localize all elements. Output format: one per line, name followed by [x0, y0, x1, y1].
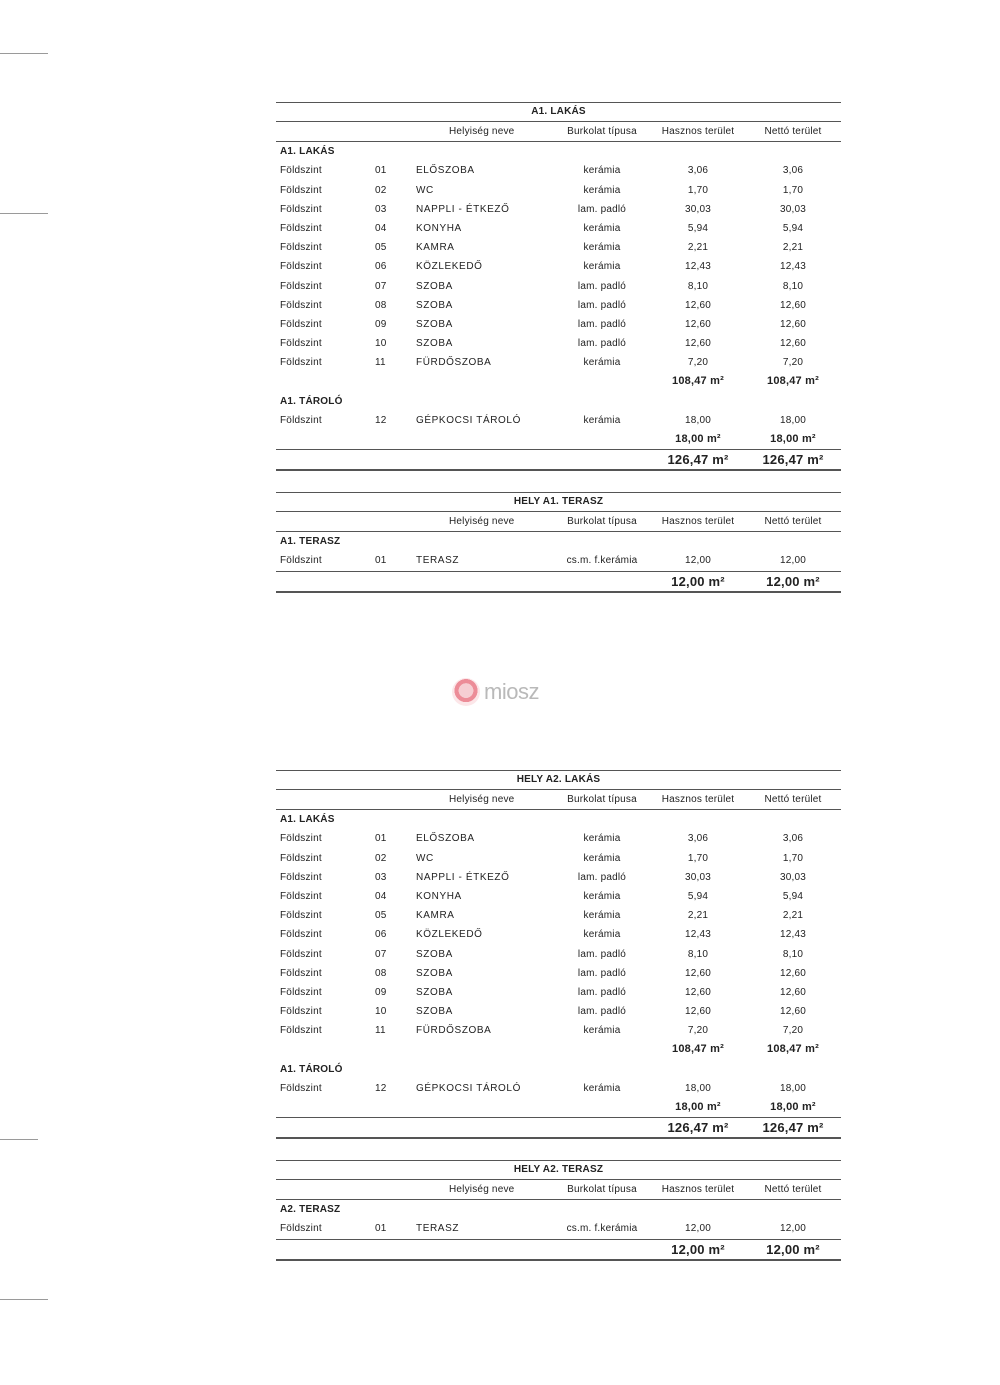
- room-name-cell: ELŐSZOBA: [416, 833, 475, 845]
- useful-area-cell: 2,21: [687, 242, 709, 254]
- table-row: [276, 1219, 841, 1238]
- section-label: A1. TERASZ: [280, 536, 341, 548]
- subtotal-row: [276, 1098, 841, 1117]
- floor-cell: Földszint: [280, 184, 322, 196]
- room-number-cell: 10: [375, 338, 387, 350]
- header-cladding: Burkolat típusa: [567, 126, 637, 137]
- room-number-cell: 06: [375, 261, 387, 273]
- cladding-cell: lam. padló: [577, 318, 627, 330]
- header-net-area: Nettó terület: [764, 794, 822, 805]
- table-row: [276, 1079, 841, 1098]
- useful-area-cell: 1,70: [687, 184, 709, 196]
- room-name-cell: GÉPKOCSI TÁROLÓ: [416, 414, 521, 426]
- table-row: [276, 257, 841, 276]
- cladding-cell: cs.m. f.kerámia: [566, 1223, 638, 1235]
- section-label: A2. TERASZ: [280, 1204, 341, 1216]
- net-area-cell: 12,00: [779, 555, 807, 567]
- subtotal-useful: 108,47 m²: [672, 375, 724, 388]
- total-net: 126,47 m²: [762, 1120, 824, 1136]
- room-number-cell: 07: [375, 280, 387, 292]
- cladding-cell: kerámia: [583, 929, 621, 941]
- table-row: [276, 887, 841, 906]
- cladding-cell: kerámia: [583, 165, 621, 177]
- table-row: [276, 1021, 841, 1040]
- floor-cell: Földszint: [280, 261, 322, 273]
- heart-logo-icon: [452, 678, 480, 706]
- table-row: [276, 868, 841, 887]
- useful-area-cell: 1,70: [687, 852, 709, 864]
- total-useful: 12,00 m²: [671, 573, 725, 589]
- useful-area-cell: 18,00: [684, 1082, 712, 1094]
- room-number-cell: 09: [375, 986, 387, 998]
- header-room-name: Helyiség neve: [449, 1184, 515, 1195]
- room-name-cell: SZOBA: [416, 967, 453, 979]
- subtotal-useful: 108,47 m²: [672, 1043, 724, 1056]
- room-number-cell: 10: [375, 1006, 387, 1018]
- room-table-a2-terasz: [276, 1160, 841, 1261]
- floor-cell: Földszint: [280, 948, 322, 960]
- floor-cell: Földszint: [280, 203, 322, 215]
- total-row: [276, 449, 841, 471]
- table-row: [276, 277, 841, 296]
- header-useful-area: Hasznos terület: [661, 126, 735, 137]
- floor-cell: Földszint: [280, 929, 322, 941]
- useful-area-cell: 8,10: [687, 948, 709, 960]
- header-useful-area: Hasznos terület: [661, 794, 735, 805]
- room-name-cell: WC: [416, 852, 434, 864]
- floor-cell: Földszint: [280, 1082, 322, 1094]
- total-net: 12,00 m²: [766, 573, 820, 589]
- room-name-cell: NAPPLI - ÉTKEZŐ: [416, 871, 510, 883]
- cladding-cell: lam. padló: [577, 280, 627, 292]
- subtotal-useful: 18,00 m²: [675, 1101, 721, 1113]
- floor-cell: Földszint: [280, 414, 322, 426]
- useful-area-cell: 12,60: [684, 986, 712, 998]
- room-number-cell: 06: [375, 929, 387, 941]
- room-number-cell: 01: [375, 833, 387, 845]
- room-name-cell: SZOBA: [416, 948, 453, 960]
- useful-area-cell: 12,60: [684, 299, 712, 311]
- section-heading-row: [276, 532, 841, 551]
- section-label: A1. LAKÁS: [280, 146, 335, 158]
- useful-area-cell: 12,43: [684, 261, 712, 273]
- cladding-cell: kerámia: [583, 357, 621, 369]
- room-number-cell: 12: [375, 414, 387, 426]
- room-name-cell: KONYHA: [416, 890, 462, 902]
- total-row: [276, 571, 841, 593]
- header-room-name: Helyiség neve: [449, 126, 515, 137]
- floor-cell: Földszint: [280, 555, 322, 567]
- room-number-cell: 01: [375, 1223, 387, 1235]
- useful-area-cell: 3,06: [687, 833, 709, 845]
- useful-area-cell: 5,94: [687, 222, 709, 234]
- room-name-cell: GÉPKOCSI TÁROLÓ: [416, 1082, 521, 1094]
- useful-area-cell: 12,60: [684, 318, 712, 330]
- net-area-cell: 12,43: [779, 261, 807, 273]
- header-net-area: Nettó terület: [764, 1184, 822, 1195]
- section-label: A1. TÁROLÓ: [280, 1063, 343, 1075]
- cladding-cell: kerámia: [583, 184, 621, 196]
- table-row: [276, 238, 841, 257]
- table-row: [276, 906, 841, 925]
- room-name-cell: SZOBA: [416, 280, 453, 292]
- table-row: [276, 315, 841, 334]
- net-area-cell: 12,60: [779, 967, 807, 979]
- total-net: 126,47 m²: [762, 452, 824, 468]
- room-number-cell: 08: [375, 967, 387, 979]
- table-row: [276, 334, 841, 353]
- net-area-cell: 1,70: [782, 852, 804, 864]
- useful-area-cell: 12,43: [684, 929, 712, 941]
- cladding-cell: kerámia: [583, 910, 621, 922]
- header-useful-area: Hasznos terület: [661, 516, 735, 527]
- section-heading-row: [276, 392, 841, 411]
- net-area-cell: 12,60: [779, 986, 807, 998]
- margin-mark: [0, 213, 48, 214]
- cladding-cell: lam. padló: [577, 986, 627, 998]
- section-heading-row: [276, 810, 841, 829]
- table-row: [276, 219, 841, 238]
- header-cladding: Burkolat típusa: [567, 516, 637, 527]
- room-number-cell: 12: [375, 1082, 387, 1094]
- subtotal-net: 18,00 m²: [770, 433, 816, 445]
- section-label: A1. TÁROLÓ: [280, 395, 343, 407]
- cladding-cell: lam. padló: [577, 948, 627, 960]
- net-area-cell: 12,43: [779, 929, 807, 941]
- floor-cell: Földszint: [280, 833, 322, 845]
- table-row: [276, 849, 841, 868]
- header-cladding: Burkolat típusa: [567, 1184, 637, 1195]
- floor-cell: Földszint: [280, 871, 322, 883]
- table-row: [276, 181, 841, 200]
- room-number-cell: 08: [375, 299, 387, 311]
- useful-area-cell: 5,94: [687, 890, 709, 902]
- net-area-cell: 12,60: [779, 1006, 807, 1018]
- table-row: [276, 161, 841, 180]
- useful-area-cell: 12,60: [684, 338, 712, 350]
- net-area-cell: 18,00: [779, 414, 807, 426]
- room-table-a2-lakas: [276, 770, 841, 1139]
- room-name-cell: KONYHA: [416, 222, 462, 234]
- table-header-row: [276, 1180, 841, 1200]
- room-number-cell: 03: [375, 203, 387, 215]
- room-number-cell: 09: [375, 318, 387, 330]
- floor-cell: Földszint: [280, 890, 322, 902]
- subtotal-useful: 18,00 m²: [675, 433, 721, 445]
- cladding-cell: kerámia: [583, 852, 621, 864]
- margin-mark: [0, 53, 48, 54]
- subtotal-net: 108,47 m²: [767, 1043, 819, 1056]
- room-name-cell: KAMRA: [416, 242, 455, 254]
- net-area-cell: 18,00: [779, 1082, 807, 1094]
- net-area-cell: 8,10: [782, 280, 804, 292]
- room-name-cell: KÖZLEKEDŐ: [416, 929, 483, 941]
- table-row: [276, 296, 841, 315]
- cladding-cell: kerámia: [583, 1082, 621, 1094]
- room-name-cell: SZOBA: [416, 299, 453, 311]
- floor-cell: Földszint: [280, 910, 322, 922]
- cladding-cell: lam. padló: [577, 299, 627, 311]
- total-useful: 12,00 m²: [671, 1241, 725, 1257]
- net-area-cell: 1,70: [782, 184, 804, 196]
- room-number-cell: 04: [375, 890, 387, 902]
- subtotal-net: 108,47 m²: [767, 375, 819, 388]
- total-useful: 126,47 m²: [667, 452, 729, 468]
- cladding-cell: lam. padló: [577, 338, 627, 350]
- table-header-row: [276, 512, 841, 532]
- room-name-cell: KAMRA: [416, 910, 455, 922]
- room-name-cell: TERASZ: [416, 1223, 460, 1235]
- net-area-cell: 12,60: [779, 299, 807, 311]
- section-heading-row: [276, 1060, 841, 1079]
- cladding-cell: kerámia: [583, 222, 621, 234]
- net-area-cell: 12,60: [779, 318, 807, 330]
- useful-area-cell: 18,00: [684, 414, 712, 426]
- cladding-cell: kerámia: [583, 242, 621, 254]
- floor-cell: Földszint: [280, 1006, 322, 1018]
- useful-area-cell: 3,06: [687, 165, 709, 177]
- header-net-area: Nettó terület: [764, 516, 822, 527]
- subtotal-net: 18,00 m²: [770, 1101, 816, 1113]
- table-row: [276, 411, 841, 430]
- floor-cell: Földszint: [280, 299, 322, 311]
- total-net: 12,00 m²: [766, 1241, 820, 1257]
- table-row: [276, 829, 841, 848]
- room-name-cell: SZOBA: [416, 986, 453, 998]
- useful-area-cell: 12,60: [684, 967, 712, 979]
- useful-area-cell: 12,00: [684, 555, 712, 567]
- net-area-cell: 5,94: [782, 890, 804, 902]
- floor-cell: Földszint: [280, 967, 322, 979]
- table-row: [276, 964, 841, 983]
- net-area-cell: 3,06: [782, 833, 804, 845]
- floor-cell: Földszint: [280, 1223, 322, 1235]
- table-header-row: [276, 122, 841, 142]
- useful-area-cell: 8,10: [687, 280, 709, 292]
- useful-area-cell: 7,20: [687, 357, 709, 369]
- floor-cell: Földszint: [280, 357, 322, 369]
- logo-text: miosz: [484, 679, 539, 704]
- net-area-cell: 5,94: [782, 222, 804, 234]
- floor-cell: Földszint: [280, 318, 322, 330]
- room-number-cell: 03: [375, 871, 387, 883]
- table-row: [276, 353, 841, 372]
- table-row: [276, 945, 841, 964]
- cladding-cell: kerámia: [583, 890, 621, 902]
- table-header-row: [276, 790, 841, 810]
- useful-area-cell: 12,00: [684, 1223, 712, 1235]
- floor-cell: Földszint: [280, 852, 322, 864]
- room-number-cell: 11: [375, 1025, 386, 1037]
- floor-cell: Földszint: [280, 165, 322, 177]
- room-table-a1-terasz: [276, 492, 841, 593]
- table-row: [276, 200, 841, 219]
- net-area-cell: 2,21: [782, 242, 804, 254]
- room-number-cell: 11: [375, 357, 386, 369]
- room-name-cell: KÖZLEKEDŐ: [416, 261, 483, 273]
- floor-cell: Földszint: [280, 242, 322, 254]
- section-heading-row: [276, 1200, 841, 1219]
- net-area-cell: 3,06: [782, 165, 804, 177]
- room-number-cell: 07: [375, 948, 387, 960]
- total-useful: 126,47 m²: [667, 1120, 729, 1136]
- total-row: [276, 1117, 841, 1139]
- section-label: A1. LAKÁS: [280, 814, 335, 826]
- room-number-cell: 02: [375, 184, 387, 196]
- room-number-cell: 05: [375, 242, 387, 254]
- cladding-cell: lam. padló: [577, 1006, 627, 1018]
- room-number-cell: 05: [375, 910, 387, 922]
- room-name-cell: SZOBA: [416, 1006, 453, 1018]
- cladding-cell: cs.m. f.kerámia: [566, 555, 638, 567]
- room-name-cell: FÜRDŐSZOBA: [416, 1025, 492, 1037]
- table-row: [276, 983, 841, 1002]
- floor-cell: Földszint: [280, 1025, 322, 1037]
- room-table-a1-lakas: [276, 102, 841, 471]
- table-title: A1. LAKÁS: [276, 102, 841, 122]
- table-row: [276, 551, 841, 570]
- table-title: HELY A2. TERASZ: [276, 1160, 841, 1180]
- section-heading-row: [276, 142, 841, 161]
- table-title: HELY A2. LAKÁS: [276, 770, 841, 790]
- header-useful-area: Hasznos terület: [661, 1184, 735, 1195]
- room-name-cell: TERASZ: [416, 555, 460, 567]
- cladding-cell: lam. padló: [577, 871, 627, 883]
- net-area-cell: 30,03: [779, 203, 807, 215]
- room-name-cell: SZOBA: [416, 318, 453, 330]
- net-area-cell: 8,10: [782, 948, 804, 960]
- cladding-cell: kerámia: [583, 833, 621, 845]
- cladding-cell: kerámia: [583, 261, 621, 273]
- room-name-cell: FÜRDŐSZOBA: [416, 357, 492, 369]
- subtotal-row: [276, 430, 841, 449]
- table-row: [276, 925, 841, 944]
- cladding-cell: lam. padló: [577, 203, 627, 215]
- cladding-cell: lam. padló: [577, 967, 627, 979]
- net-area-cell: 30,03: [779, 871, 807, 883]
- room-name-cell: NAPPLI - ÉTKEZŐ: [416, 203, 510, 215]
- margin-mark: [0, 1299, 48, 1300]
- subtotal-row: [276, 1040, 841, 1059]
- useful-area-cell: 30,03: [684, 871, 712, 883]
- useful-area-cell: 7,20: [687, 1025, 709, 1037]
- cladding-cell: kerámia: [583, 1025, 621, 1037]
- floor-cell: Földszint: [280, 338, 322, 350]
- room-number-cell: 04: [375, 222, 387, 234]
- useful-area-cell: 30,03: [684, 203, 712, 215]
- net-area-cell: 2,21: [782, 910, 804, 922]
- floor-cell: Földszint: [280, 280, 322, 292]
- floor-cell: Földszint: [280, 986, 322, 998]
- header-room-name: Helyiség neve: [449, 516, 515, 527]
- header-room-name: Helyiség neve: [449, 794, 515, 805]
- net-area-cell: 7,20: [782, 357, 804, 369]
- room-name-cell: ELŐSZOBA: [416, 165, 475, 177]
- subtotal-row: [276, 372, 841, 391]
- cladding-cell: kerámia: [583, 414, 621, 426]
- useful-area-cell: 12,60: [684, 1006, 712, 1018]
- net-area-cell: 7,20: [782, 1025, 804, 1037]
- table-row: [276, 1002, 841, 1021]
- total-row: [276, 1239, 841, 1261]
- room-number-cell: 02: [375, 852, 387, 864]
- net-area-cell: 12,00: [779, 1223, 807, 1235]
- floor-cell: Földszint: [280, 222, 322, 234]
- room-number-cell: 01: [375, 555, 387, 567]
- margin-mark: [0, 1139, 38, 1140]
- header-net-area: Nettó terület: [764, 126, 822, 137]
- table-title: HELY A1. TERASZ: [276, 492, 841, 512]
- watermark-logo: [452, 676, 552, 708]
- room-name-cell: WC: [416, 184, 434, 196]
- net-area-cell: 12,60: [779, 338, 807, 350]
- useful-area-cell: 2,21: [687, 910, 709, 922]
- room-number-cell: 01: [375, 165, 387, 177]
- header-cladding: Burkolat típusa: [567, 794, 637, 805]
- room-name-cell: SZOBA: [416, 338, 453, 350]
